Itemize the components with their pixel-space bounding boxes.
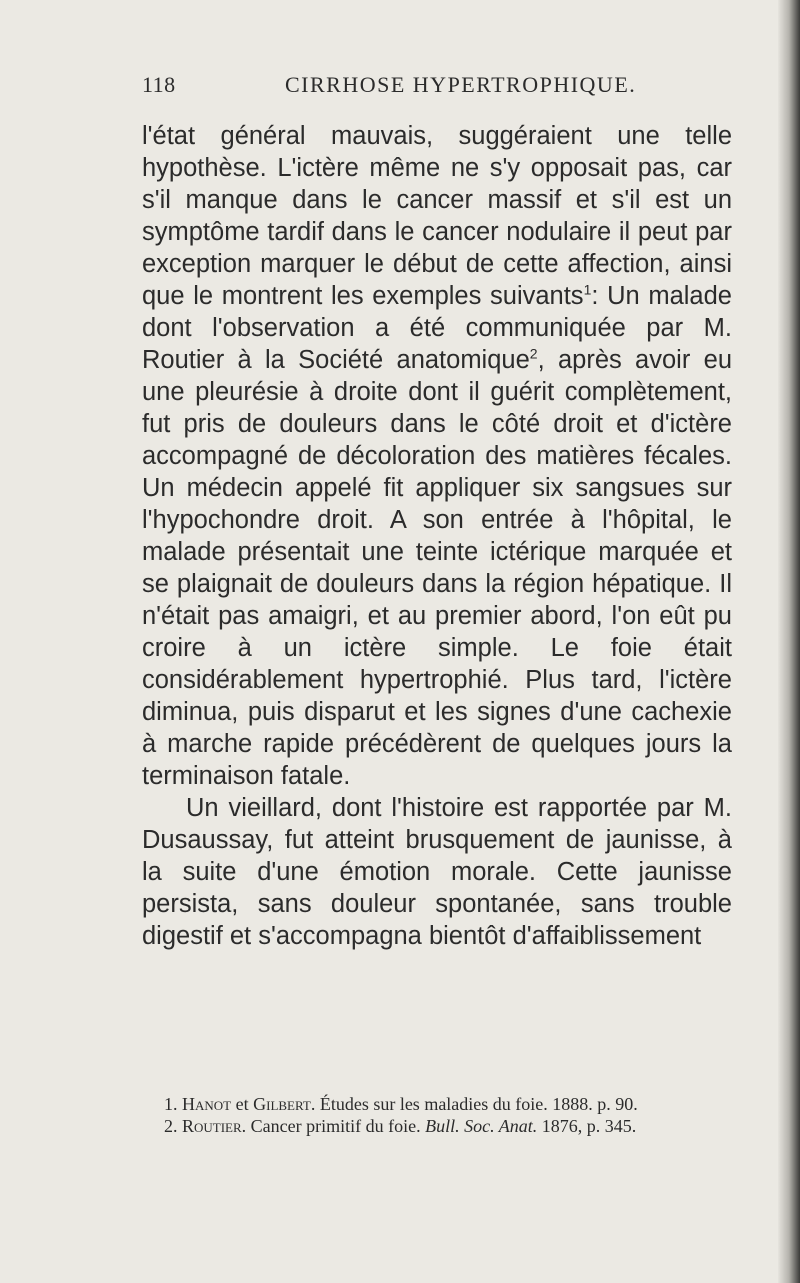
footnote-2-text-after: 1876, p. 345. (541, 1116, 637, 1136)
page-number: 118 (142, 72, 176, 97)
paragraph-1 (142, 120, 732, 792)
footnote-ref-1: 1 (583, 281, 592, 298)
paragraph-1-part-1: l'état général mauvais, suggéraient une telle hypothèse. L'ictère même ne s'y opposait pas, car s'il manque dans le cancer massif et s'il est un symptôme tardif dans le cancer nodulaire il peut par exception marquer le début de cette affection, ainsi que le montrent les exemples suivants (142, 122, 732, 310)
paragraph-2: Un vieillard, dont l'histoire est rapportée par M. Dusaussay, fut atteint brusquement de jaunisse, à la suite d'une émotion morale. Cette jaunisse persista, sans douleur spontanée, sans trouble digestif et s'accompagna bientôt d'affaiblissement (142, 794, 732, 950)
footnote-1-text: . Études sur les maladies du foie. 1888. p. 90. (310, 1094, 638, 1114)
footnote-1-number: 1. (164, 1094, 178, 1114)
paragraph-1-part-2: : Un malade dont l'observation a été communiquée par M. Routier à la Société anatomique (142, 282, 732, 374)
footnote-1-connector: et (235, 1094, 249, 1114)
footnote-2-number: 2. (164, 1116, 178, 1136)
running-head (142, 72, 732, 102)
paragraph-1-part-3: , après avoir eu une pleurésie à droite dont il guérit complètement, fut pris de douleurs dans le côté droit et d'ictère accompagné de décoloration des matières fécales. Un médecin appelé fit appliquer six sangsues sur l'hypochondre droit. A son entrée à l'hôpital, le malade présentait une teinte ictérique marquée et se plaignait de douleurs dans la région hépatique. Il n'était pas amaigri, et au premier abord, l'on eût pu croire à un ictère simple. Le foie était considérablement hypertrophié. Plus tard, l'ictère diminua, puis disparut et les signes d'une cachexie à marche rapide précédèrent de quelques jours la terminaison fatale. (142, 346, 733, 790)
footnote-1 (142, 1093, 732, 1115)
footnotes (142, 1093, 732, 1137)
footnote-2 (142, 1115, 732, 1137)
running-title: CIRRHOSE HYPERTROPHIQUE. (285, 72, 637, 97)
footnote-1-coauthor: Gilbert (253, 1094, 311, 1114)
body-text (142, 120, 732, 952)
footnote-2-journal: Bull. Soc. Anat. (425, 1116, 538, 1136)
footnote-ref-2: 2 (529, 345, 538, 362)
footnote-1-author: Hanot (182, 1094, 232, 1114)
binding-edge-shadow (778, 0, 800, 1283)
footnote-2-text-before: . Cancer primitif du foie. (241, 1116, 421, 1136)
footnote-2-author: Routier (182, 1116, 242, 1136)
